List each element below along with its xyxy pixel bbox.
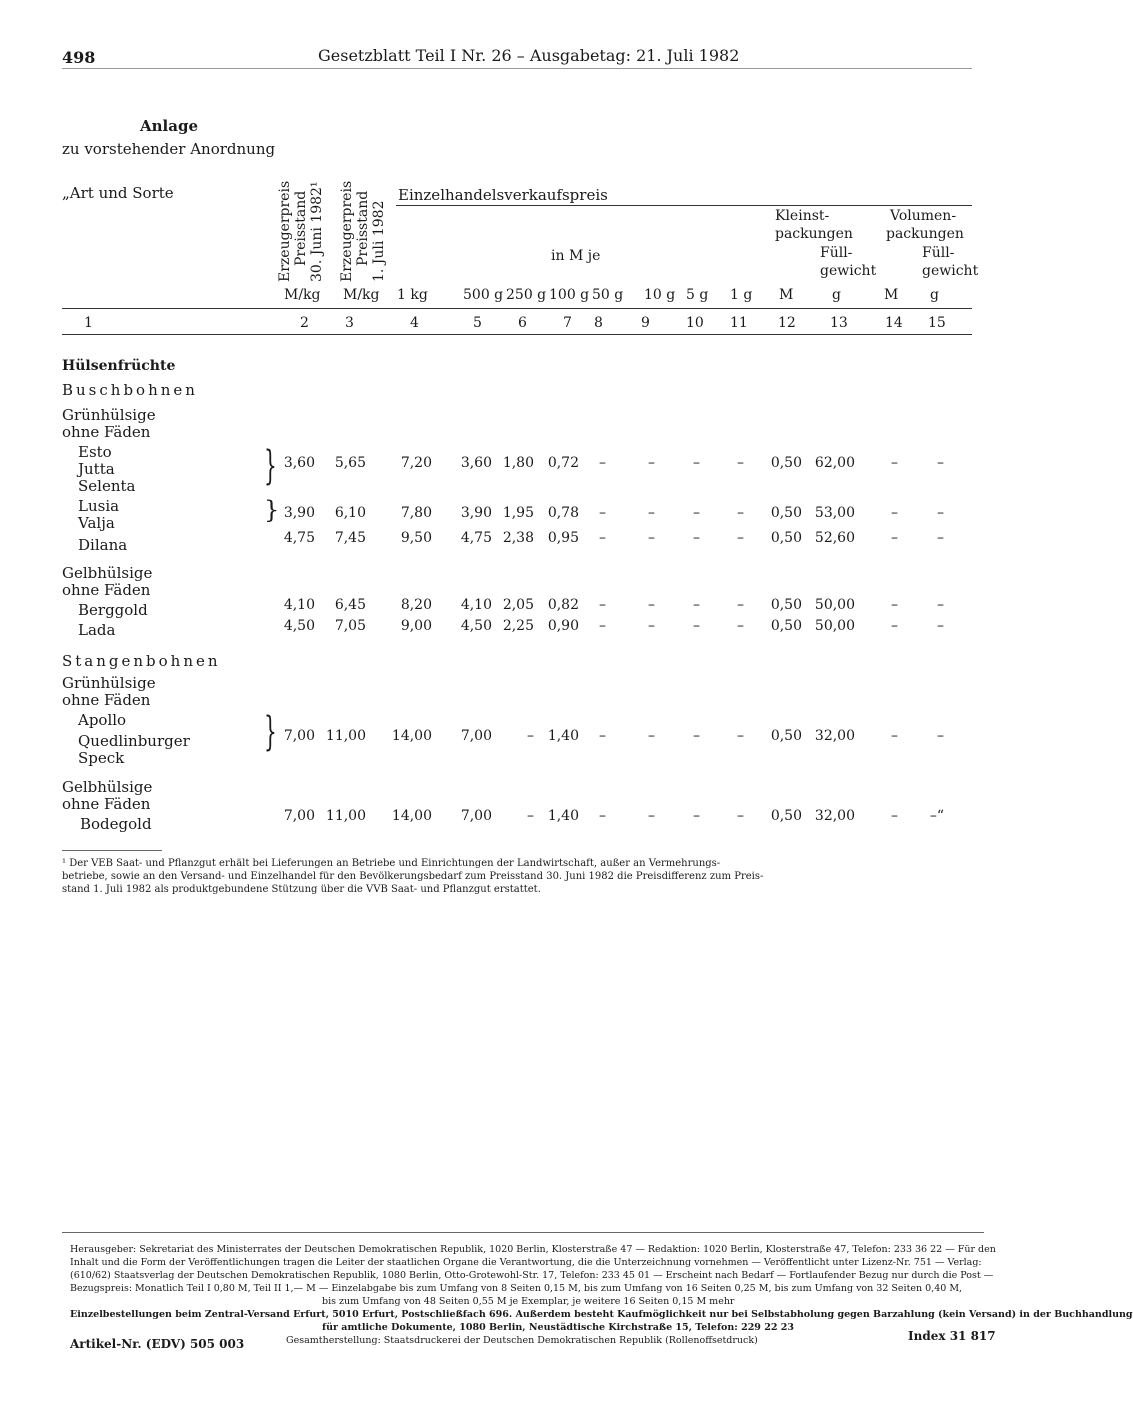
table-cell-c6: 1,80	[502, 455, 534, 471]
table-cell-c15: –	[937, 597, 944, 613]
table-cell-c9: –	[648, 728, 655, 744]
table-cell-c8: –	[599, 808, 606, 824]
col3-header-line2: Preisstand	[355, 190, 371, 266]
group-label: Einzelhandelsverkaufspreis	[398, 186, 608, 204]
header-bottom-rule	[62, 308, 972, 309]
table-cell-c13: 32,00	[814, 728, 855, 744]
table-cell-c12: 0,50	[770, 618, 802, 634]
buschbohnen-label: Buschbohnen	[62, 381, 198, 399]
table-cell-c7: 0,78	[547, 505, 579, 521]
table-cell-c3: 11,00	[325, 808, 366, 824]
vol-label-1: Volumen-	[890, 208, 957, 224]
table-cell-c6: 2,05	[502, 597, 534, 613]
table-cell-c9: –	[648, 530, 655, 546]
colnum-10: 10	[686, 315, 704, 331]
gelb1-line1: Gelbhülsige	[62, 564, 153, 582]
table-cell-c14: –	[891, 455, 898, 471]
variety-apollo: Apollo	[78, 711, 127, 729]
table-cell-c2: 4,10	[283, 597, 315, 613]
table-cell-c5: 3,90	[460, 505, 492, 521]
gruen1-line1: Grünhülsige	[62, 406, 156, 424]
brace-group-3: }	[264, 709, 277, 755]
table-cell-c14: –	[891, 597, 898, 613]
table-cell-c10: –	[693, 618, 700, 634]
table-cell-c6: –	[527, 808, 534, 824]
table-cell-c9: –	[648, 618, 655, 634]
artikel-nr: Artikel-Nr. (EDV) 505 003	[70, 1337, 245, 1351]
table-cell-c12: 0,50	[770, 597, 802, 613]
table-cell-c4: 8,20	[400, 597, 432, 613]
gelb2-line1: Gelbhülsige	[62, 778, 153, 796]
table-cell-c6: –	[527, 728, 534, 744]
gruen2-line1: Grünhülsige	[62, 674, 156, 692]
in-m-je-label: in M je	[551, 248, 601, 264]
col2-header-line3: 30. Juni 1982¹	[309, 181, 325, 282]
col3-header-line3: 1. Juli 1982	[371, 200, 387, 282]
table-cell-c4: 14,00	[391, 728, 432, 744]
anlage-title: Anlage	[140, 117, 198, 135]
table-cell-c14: –	[891, 728, 898, 744]
unit-col7: 100 g	[549, 287, 590, 303]
table-cell-c12: 0,50	[770, 808, 802, 824]
unit-col8: 50 g	[592, 287, 624, 303]
footnote-line3: stand 1. Juli 1982 als produktgebundene Stützung über die VVB Saat- und Pflanzgut erstattet.	[62, 884, 541, 895]
table-cell-c5: 4,10	[460, 597, 492, 613]
table-cell-c10: –	[693, 505, 700, 521]
index-number: Index 31 817	[908, 1329, 996, 1343]
stangenbohnen-label: Stangenbohnen	[62, 652, 221, 670]
unit-col5: 500 g	[463, 287, 504, 303]
colnum-12: 12	[778, 315, 796, 331]
table-cell-c13: 62,00	[814, 455, 855, 471]
gelb1-line2: ohne Fäden	[62, 581, 151, 599]
unit-col6: 250 g	[506, 287, 547, 303]
klein-label-1: Kleinst-	[775, 208, 830, 224]
col2-header-line2: Preisstand	[293, 190, 309, 266]
unit-col11: 1 g	[730, 287, 753, 303]
variety-selenta: Selenta	[78, 477, 136, 495]
brace-group-2: }	[264, 496, 280, 524]
page-number: 498	[62, 48, 96, 67]
unit-col14: M	[884, 287, 899, 303]
table-cell-c8: –	[599, 597, 606, 613]
table-cell-c9: –	[648, 597, 655, 613]
table-cell-c2: 4,50	[283, 618, 315, 634]
unit-col4: 1 kg	[397, 287, 428, 303]
table-cell-c2: 7,00	[283, 728, 315, 744]
variety-lada: Lada	[78, 621, 116, 639]
table-cell-c15: –	[937, 530, 944, 546]
numbers-bottom-rule	[62, 334, 972, 335]
impressum-line4: Bezugspreis: Monatlich Teil I 0,80 M, Teil II 1,— M — Einzelabgabe bis zum Umfang von 8 Seiten 0,15 M, bis zum Umfang von 16 Seiten 0,25 M, bis zum Umfang von 32 Seiten 0,40 M,	[70, 1283, 963, 1294]
variety-bodegold: Bodegold	[80, 815, 152, 833]
gesamtherstellung: Gesamtherstellung: Staatsdruckerei der Deutschen Demokratischen Republik (Rollenoffsetdruck)	[286, 1335, 758, 1346]
table-cell-c7: 0,82	[547, 597, 579, 613]
table-cell-c8: –	[599, 728, 606, 744]
table-cell-c15: –	[937, 505, 944, 521]
klein-label-2: packungen	[775, 226, 853, 242]
colnum-3: 3	[345, 315, 354, 331]
table-cell-c11: –	[737, 808, 744, 824]
impressum-line6: Einzelbestellungen beim Zentral-Versand Erfurt, 5010 Erfurt, Postschließfach 696. Außerdem besteht Kaufmöglichkeit nur bei Selbstabholung gegen Barzahlung (kein Versand) in der Buchhandlung	[70, 1309, 1133, 1320]
table-cell-c13: 32,00	[814, 808, 855, 824]
table-cell-c2: 3,90	[283, 505, 315, 521]
table-cell-c13: 53,00	[814, 505, 855, 521]
table-cell-c7: 1,40	[547, 808, 579, 824]
colnum-9: 9	[641, 315, 650, 331]
unit-col9: 10 g	[644, 287, 676, 303]
running-title: Gesetzblatt Teil I Nr. 26 – Ausgabetag: 21. Juli 1982	[318, 46, 740, 65]
table-cell-c13: 52,60	[814, 530, 855, 546]
table-cell-c11: –	[737, 455, 744, 471]
colnum-14: 14	[885, 315, 903, 331]
table-cell-c15: –	[937, 728, 944, 744]
table-cell-c13: 50,00	[814, 597, 855, 613]
table-cell-c7: 1,40	[547, 728, 579, 744]
colnum-2: 2	[300, 315, 309, 331]
table-cell-c3: 6,10	[334, 505, 366, 521]
table-cell-c3: 6,45	[334, 597, 366, 613]
impressum-line3: (610/62) Staatsverlag der Deutschen Demokratischen Republik, 1080 Berlin, Otto-Grotewohl-Str. 17, Telefon: 233 45 01 — Erscheint nach Bedarf — Fortlaufender Bezug nur durch die Post —	[70, 1270, 994, 1281]
section-heading: Hülsenfrüchte	[62, 358, 176, 374]
table-cell-c3: 5,65	[334, 455, 366, 471]
table-cell-c3: 7,45	[334, 530, 366, 546]
variety-lusia: Lusia	[78, 497, 120, 515]
table-cell-c11: –	[737, 618, 744, 634]
table-cell-c14: –	[891, 618, 898, 634]
table-cell-c5: 4,75	[460, 530, 492, 546]
unit-col15: g	[930, 287, 939, 303]
table-cell-c5: 7,00	[460, 728, 492, 744]
impressum-line7: für amtliche Dokumente, 1080 Berlin, Neustädtische Kirchstraße 15, Telefon: 229 22 23	[322, 1322, 794, 1333]
table-cell-c3: 7,05	[334, 618, 366, 634]
table-cell-c4: 7,80	[400, 505, 432, 521]
colnum-1: 1	[84, 315, 93, 331]
impressum-rule	[62, 1232, 984, 1233]
table-cell-c15: –“	[929, 808, 944, 824]
table-cell-c8: –	[599, 455, 606, 471]
unit-col12: M	[779, 287, 794, 303]
variety-esto: Esto	[78, 443, 112, 461]
table-cell-c14: –	[891, 505, 898, 521]
variety-jutta: Jutta	[78, 460, 115, 478]
vol-label-2: packungen	[886, 226, 964, 242]
table-cell-c6: 2,38	[502, 530, 534, 546]
vol-fuell-2: gewicht	[922, 263, 979, 279]
vol-fuell-1: Füll-	[922, 245, 955, 261]
colnum-6: 6	[518, 315, 527, 331]
impressum-line1: Herausgeber: Sekretariat des Ministerrates der Deutschen Demokratischen Republik, 1020 Berlin, Klosterstraße 47 — Redaktion: 1020 Berlin, Klosterstraße 47, Telefon: 233 36 22 — Für den	[70, 1244, 996, 1255]
col3-header-line1: Erzeugerpreis	[339, 180, 355, 282]
table-cell-c12: 0,50	[770, 728, 802, 744]
table-cell-c5: 7,00	[460, 808, 492, 824]
colnum-11: 11	[730, 315, 748, 331]
table-cell-c8: –	[599, 618, 606, 634]
variety-dilana: Dilana	[78, 536, 128, 554]
table-cell-c7: 0,90	[547, 618, 579, 634]
table-cell-c12: 0,50	[770, 530, 802, 546]
table-cell-c12: 0,50	[770, 455, 802, 471]
col2-header-line1: Erzeugerpreis	[277, 180, 293, 282]
unit-col13: g	[832, 287, 841, 303]
klein-fuell-2: gewicht	[820, 263, 877, 279]
table-cell-c2: 3,60	[283, 455, 315, 471]
unit-col10: 5 g	[686, 287, 709, 303]
gelb2-line2: ohne Fäden	[62, 795, 151, 813]
colnum-5: 5	[473, 315, 482, 331]
variety-berggold: Berggold	[78, 601, 148, 619]
table-cell-c9: –	[648, 455, 655, 471]
table-cell-c10: –	[693, 597, 700, 613]
table-cell-c15: –	[937, 455, 944, 471]
table-cell-c15: –	[937, 618, 944, 634]
colnum-13: 13	[830, 315, 848, 331]
table-cell-c11: –	[737, 505, 744, 521]
unit-col3: M/kg	[343, 287, 380, 303]
colnum-8: 8	[594, 315, 603, 331]
table-cell-c7: 0,95	[547, 530, 579, 546]
variety-quedlinburger: Quedlinburger	[78, 732, 190, 750]
klein-fuell-1: Füll-	[820, 245, 853, 261]
group-rule	[396, 205, 972, 206]
variety-valja: Valja	[78, 514, 115, 532]
table-cell-c12: 0,50	[770, 505, 802, 521]
table-cell-c10: –	[693, 808, 700, 824]
anlage-subtitle: zu vorstehender Anordnung	[62, 140, 276, 158]
col1-label: „Art und Sorte	[62, 184, 174, 202]
table-cell-c8: –	[599, 505, 606, 521]
table-cell-c5: 4,50	[460, 618, 492, 634]
table-cell-c11: –	[737, 728, 744, 744]
table-cell-c11: –	[737, 597, 744, 613]
brace-group-1: }	[264, 443, 277, 489]
colnum-15: 15	[928, 315, 946, 331]
unit-col2: M/kg	[284, 287, 321, 303]
variety-speck: Speck	[78, 749, 125, 767]
gruen1-line2: ohne Fäden	[62, 423, 151, 441]
footnote-line1: ¹ Der VEB Saat- und Pflanzgut erhält bei Lieferungen an Betriebe und Einrichtungen der Landwirtschaft, außer an Vermehrungs-	[62, 858, 721, 869]
table-cell-c4: 9,00	[400, 618, 432, 634]
table-cell-c2: 7,00	[283, 808, 315, 824]
table-cell-c14: –	[891, 530, 898, 546]
table-cell-c3: 11,00	[325, 728, 366, 744]
table-cell-c8: –	[599, 530, 606, 546]
table-cell-c11: –	[737, 530, 744, 546]
table-cell-c10: –	[693, 455, 700, 471]
table-cell-c10: –	[693, 530, 700, 546]
table-cell-c4: 7,20	[400, 455, 432, 471]
table-cell-c7: 0,72	[547, 455, 579, 471]
table-cell-c9: –	[648, 505, 655, 521]
footnote-rule	[62, 850, 162, 851]
table-cell-c5: 3,60	[460, 455, 492, 471]
table-cell-c6: 1,95	[502, 505, 534, 521]
table-cell-c2: 4,75	[283, 530, 315, 546]
table-cell-c14: –	[891, 808, 898, 824]
table-cell-c6: 2,25	[502, 618, 534, 634]
impressum-line2: Inhalt und die Form der Veröffentlichungen tragen die Leiter der staatlichen Organe die Verantwortung, die die Unterzeichnung vornehmen — Veröffentlicht unter Lizenz-Nr. 751 — Verlag:	[70, 1257, 982, 1268]
table-cell-c9: –	[648, 808, 655, 824]
table-cell-c4: 9,50	[400, 530, 432, 546]
colnum-7: 7	[563, 315, 572, 331]
header-rule	[62, 68, 972, 69]
table-cell-c4: 14,00	[391, 808, 432, 824]
table-cell-c13: 50,00	[814, 618, 855, 634]
gruen2-line2: ohne Fäden	[62, 691, 151, 709]
impressum-line5: bis zum Umfang von 48 Seiten 0,55 M je Exemplar, je weitere 16 Seiten 0,15 M mehr	[322, 1296, 735, 1307]
colnum-4: 4	[410, 315, 419, 331]
table-cell-c10: –	[693, 728, 700, 744]
footnote-line2: betriebe, sowie an den Versand- und Einzelhandel für den Bevölkerungsbedarf zum Preisstand 30. Juni 1982 die Preisdifferenz zum Preis-	[62, 871, 764, 882]
